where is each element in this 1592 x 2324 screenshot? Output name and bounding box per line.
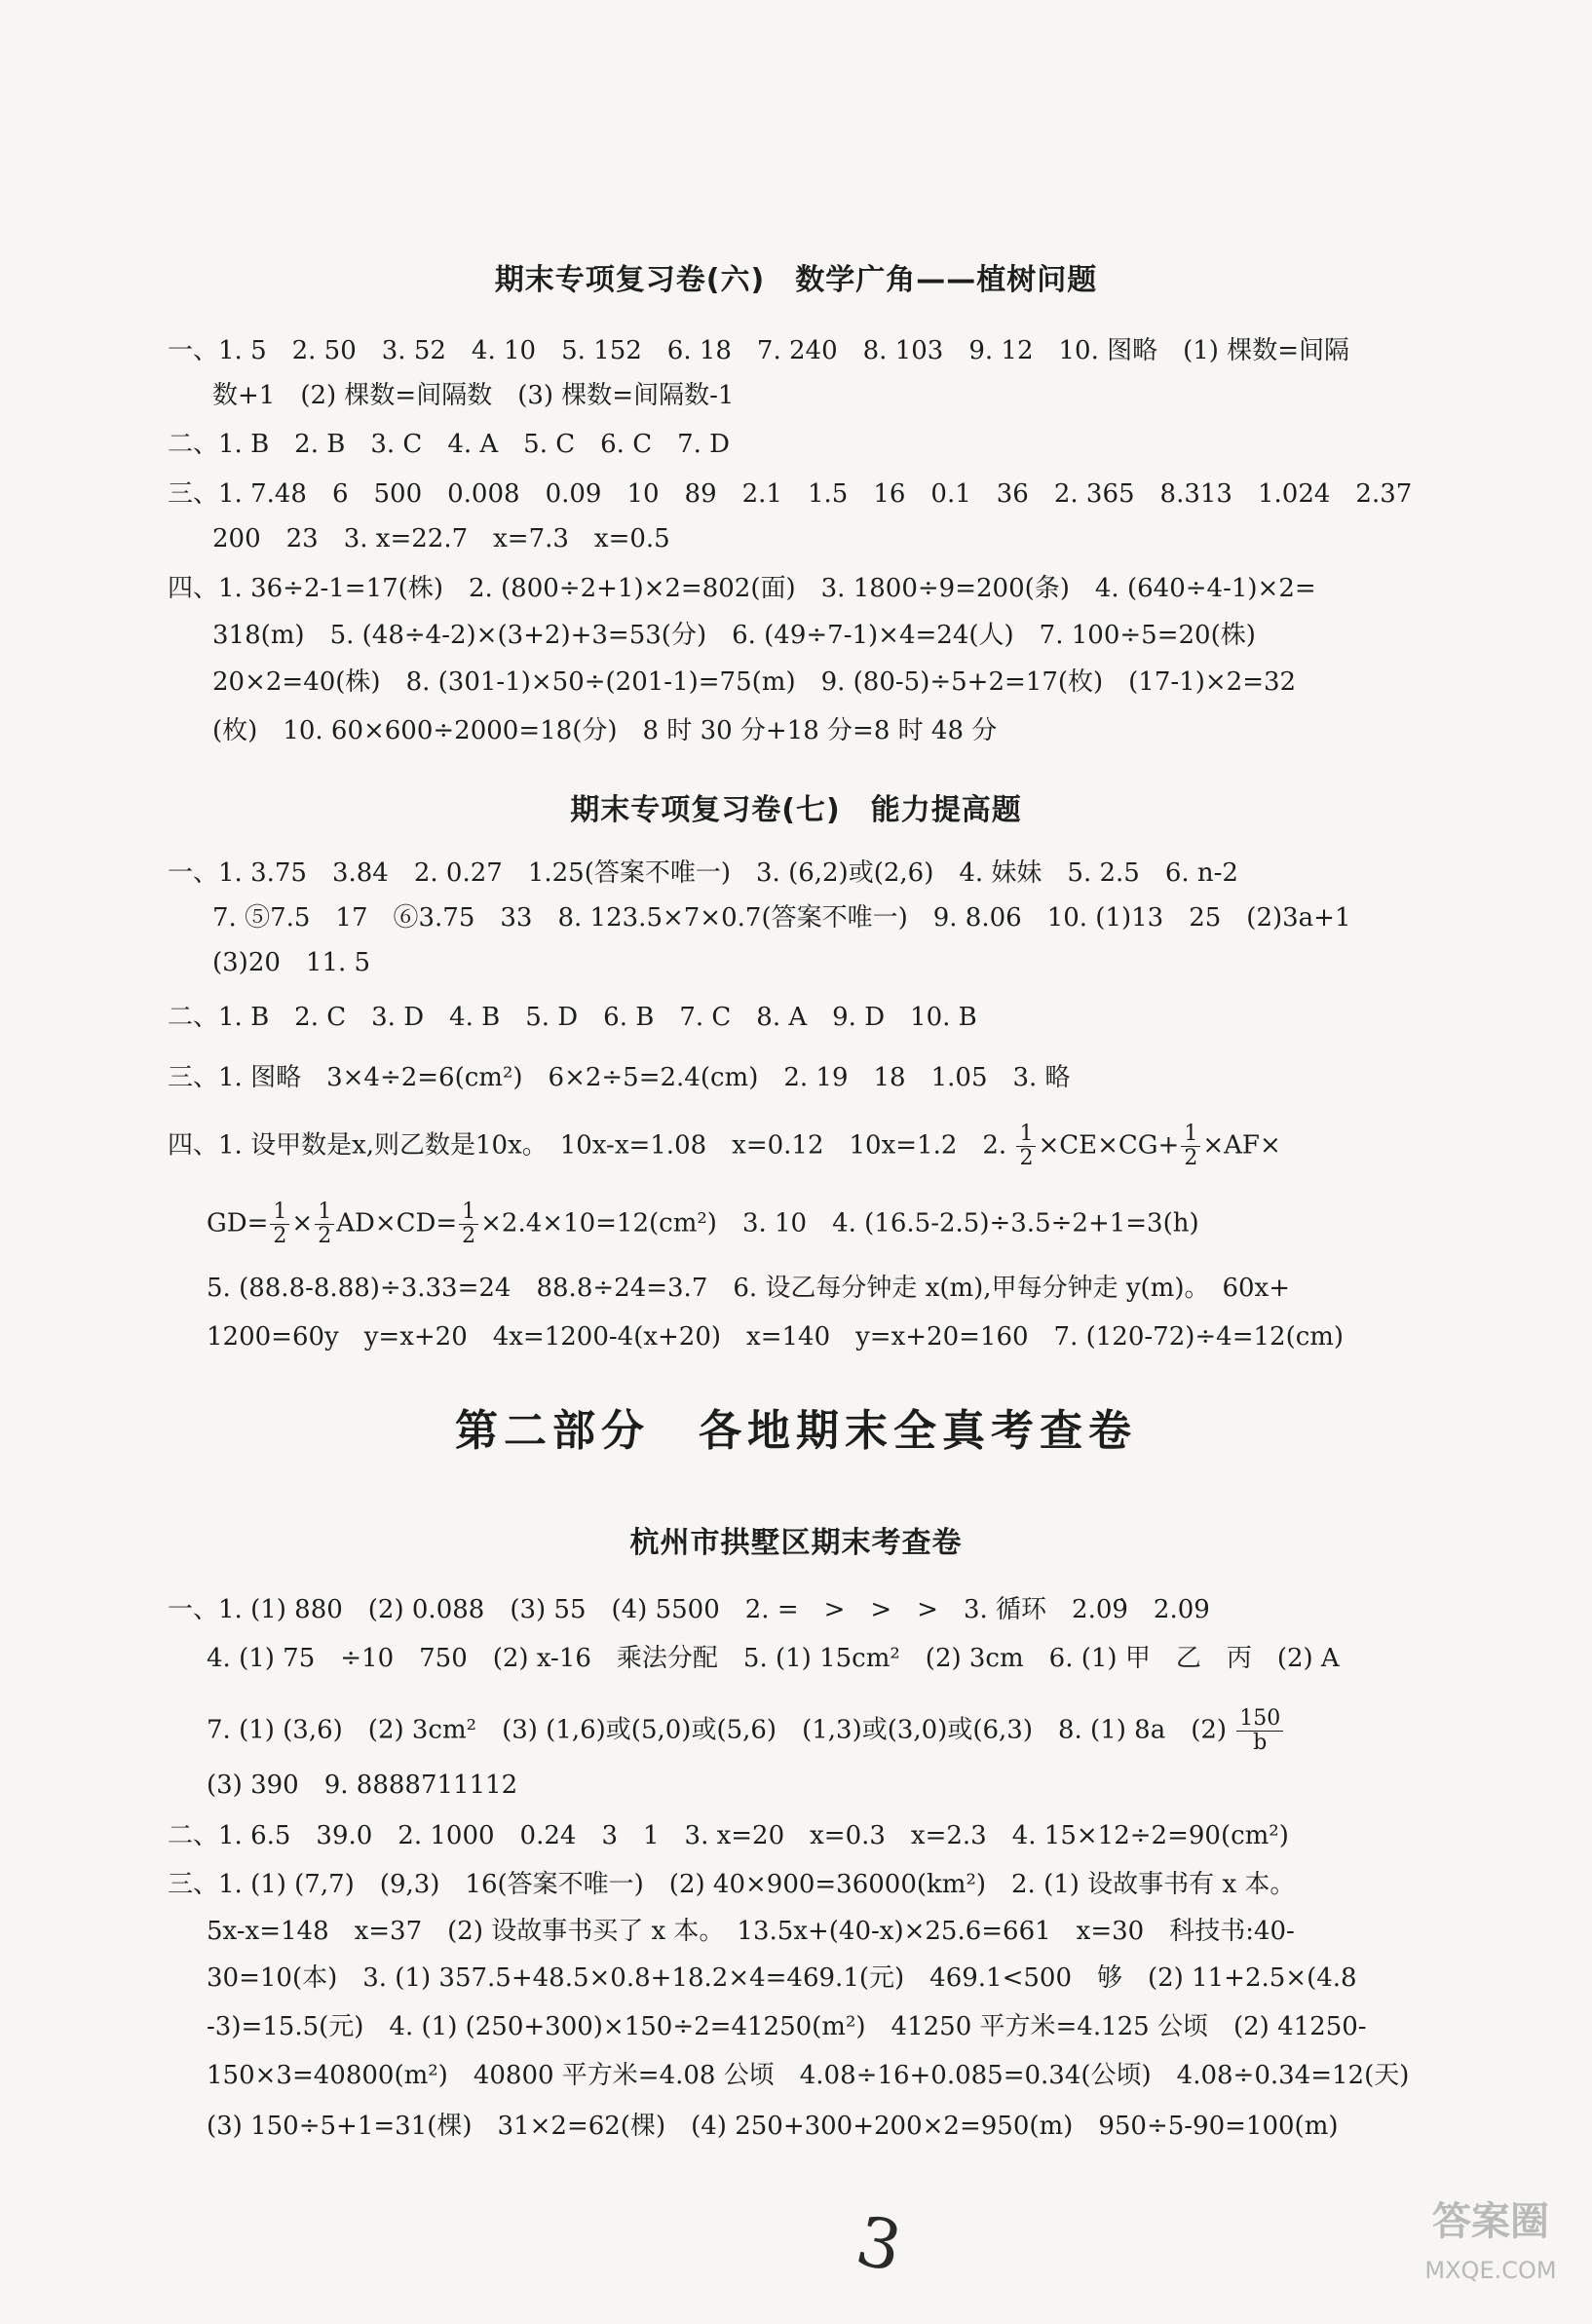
answer-line: 30=10(本) 3. (1) 357.5+48.5×0.8+18.2×4=469.1(元) 469.1<500 够 (2) 11+2.5×(4.8 — [207, 1963, 1357, 1993]
answer-line: 5. (88.8-8.88)÷3.33=24 88.8÷24=3.7 6. 设乙每分钟走 x(m),甲每分钟走 y(m)。 60x+ — [207, 1274, 1290, 1303]
denominator: 2 — [273, 1224, 287, 1248]
answer-line: (枚) 10. 60×600÷2000=18(分) 8 时 30 分+18 分=8 时 48 分 — [212, 716, 998, 745]
answer-line: 一、1. 3.75 3.84 2. 0.27 1.25(答案不唯一) 3. (6,2)或(2,6) 4. 妹妹 5. 2.5 6. n-2 — [168, 858, 1238, 888]
text-run: AD×CD= — [336, 1208, 458, 1238]
text-run: × — [291, 1208, 314, 1238]
numerator: 1 — [270, 1200, 289, 1225]
section-title-6: 期末专项复习卷(六) 数学广角——植树问题 — [494, 263, 1098, 297]
answer-line: -3)=15.5(元) 4. (1) (250+300)×150÷2=41250(m²) 41250 平方米=4.125 公顷 (2) 41250- — [207, 2012, 1367, 2041]
text-run: 四、1. 设甲数是x,则乙数是10x。 10x-x=1.08 x=0.12 10x=1.2 2. — [168, 1130, 1007, 1161]
answer-line-with-fractions — [168, 1123, 1281, 1170]
answer-line: 一、1. (1) 880 (2) 0.088 (3) 55 (4) 5500 2. = > > > 3. 循环 2.09̇ 2.09 — [168, 1595, 1210, 1624]
text-run: GD= — [207, 1208, 269, 1238]
answer-line: 一、1. 5 2. 50 3. 52 4. 10 5. 152 6. 18 7. 240 8. 103 9. 12 10. 图略 (1) 棵数=间隔 — [168, 336, 1349, 365]
numerator: 1 — [315, 1200, 334, 1225]
answer-line-with-fraction — [207, 1707, 1285, 1755]
numerator: 1 — [1016, 1123, 1036, 1147]
numerator: 150 — [1236, 1707, 1283, 1732]
answer-line: (3) 150÷5+1=31(棵) 31×2=62(棵) (4) 250+300+200×2=950(m) 950÷5-90=100(m) — [207, 2112, 1339, 2141]
answer-line: 三、1. 7.48 6 500 0.008 0.09 10 89 2.1 1.5 16 0.1 36 2. 365 8.313 1.024 2.37 — [168, 479, 1413, 509]
answer-line: 四、1. 36÷2-1=17(株) 2. (800÷2+1)×2=802(面) 3. 1800÷9=200(条) 4. (640÷4-1)×2= — [168, 574, 1316, 603]
answer-line: (3) 390 9. 8888711112 — [207, 1771, 518, 1800]
watermark-logo — [1403, 2192, 1578, 2309]
text-run: ×AF× — [1202, 1130, 1281, 1161]
answer-line: 三、1. (1) (7,7) (9,3) 16(答案不唯一) (2) 40×900=36000(km²) 2. (1) 设故事书有 x 本。 — [168, 1870, 1296, 1899]
answer-line: 4. (1) 75 ÷10 750 (2) x-16 乘法分配 5. (1) 15cm² (2) 3cm 6. (1) 甲 乙 丙 (2) A — [207, 1644, 1340, 1673]
section-title-7: 期末专项复习卷(七) 能力提高题 — [570, 793, 1022, 827]
answer-line: 数+1 (2) 棵数=间隔数 (3) 棵数=间隔数-1 — [212, 381, 735, 410]
answer-line: 二、1. B 2. B 3. C 4. A 5. C 6. C 7. D — [168, 430, 731, 459]
text-run: 7. (1) (3,6) (2) 3cm² (3) (1,6)或(5,0)或(5,6) (1,3)或(3,0)或(6,3) 8. (1) 8a (2) — [207, 1715, 1228, 1745]
denominator: 2 — [318, 1224, 332, 1248]
fraction — [1181, 1123, 1200, 1170]
answer-line: 三、1. 图略 3×4÷2=6(cm²) 6×2÷5=2.4(cm) 2. 19 18 1.05 3. 略 — [168, 1063, 1071, 1092]
answer-line-with-fractions — [207, 1200, 1199, 1248]
fraction — [270, 1200, 289, 1248]
watermark-url: MXQE.COM — [1424, 2257, 1557, 2284]
text-run: ×CE×CG+ — [1038, 1130, 1180, 1161]
fraction — [315, 1200, 334, 1248]
answer-line: 20×2=40(株) 8. (301-1)×50÷(201-1)=75(m) 9. (80-5)÷5+2=17(枚) (17-1)×2=32 — [212, 667, 1297, 697]
answer-line: 5x-x=148 x=37 (2) 设故事书买了 x 本。 13.5x+(40-x)×25.6=661 x=30 科技书:40- — [207, 1917, 1295, 1946]
fraction — [1236, 1707, 1283, 1755]
answer-line: 二、1. B 2. C 3. D 4. B 5. D 6. B 7. C 8. A 9. D 10. B — [168, 1003, 977, 1032]
fraction — [459, 1200, 478, 1248]
page-number: 3 — [849, 2200, 909, 2288]
answer-line: (3)20 11. 5 — [212, 948, 371, 977]
answer-line: 200 23 3. x=22.7 x=7.3 x=0.5 — [212, 524, 670, 553]
denominator: 2 — [1184, 1146, 1198, 1170]
part-title: 第二部分 各地期末全真考查卷 — [455, 1406, 1137, 1456]
denominator: b — [1253, 1731, 1268, 1755]
denominator: 2 — [462, 1224, 476, 1248]
fraction — [1016, 1123, 1036, 1170]
denominator: 2 — [1019, 1146, 1034, 1170]
answer-line: 150×3=40800(m²) 40800 平方米=4.08 公顷 4.08÷16+0.085=0.34(公顷) 4.08÷0.34=12(天) — [207, 2061, 1410, 2090]
numerator: 1 — [1181, 1123, 1200, 1147]
answer-line: 318(m) 5. (48÷4-2)×(3+2)+3=53(分) 6. (49÷7-1)×4=24(人) 7. 100÷5=20(株) — [212, 621, 1256, 650]
answer-line: 二、1. 6.5 39.0 2. 1000 0.24 3 1 3. x=20 x=0.3 x=2.3 4. 15×12÷2=90(cm²) — [168, 1821, 1289, 1850]
watermark-text: 答案圈 — [1432, 2199, 1549, 2244]
answer-line: 7. ⑤7.5 17 ⑥3.75 33 8. 123.5×7×0.7(答案不唯一) 9. 8.06 10. (1)13 25 (2)3a+1 — [212, 903, 1351, 933]
exam-title: 杭州市拱墅区期末考查卷 — [629, 1526, 963, 1560]
numerator: 1 — [459, 1200, 478, 1225]
answer-line: 1200=60y y=x+20 4x=1200-4(x+20) x=140 y=x+20=160 7. (120-72)÷4=12(cm) — [207, 1322, 1345, 1352]
text-run: ×2.4×10=12(cm²) 3. 10 4. (16.5-2.5)÷3.5÷2+1=3(h) — [480, 1208, 1199, 1238]
